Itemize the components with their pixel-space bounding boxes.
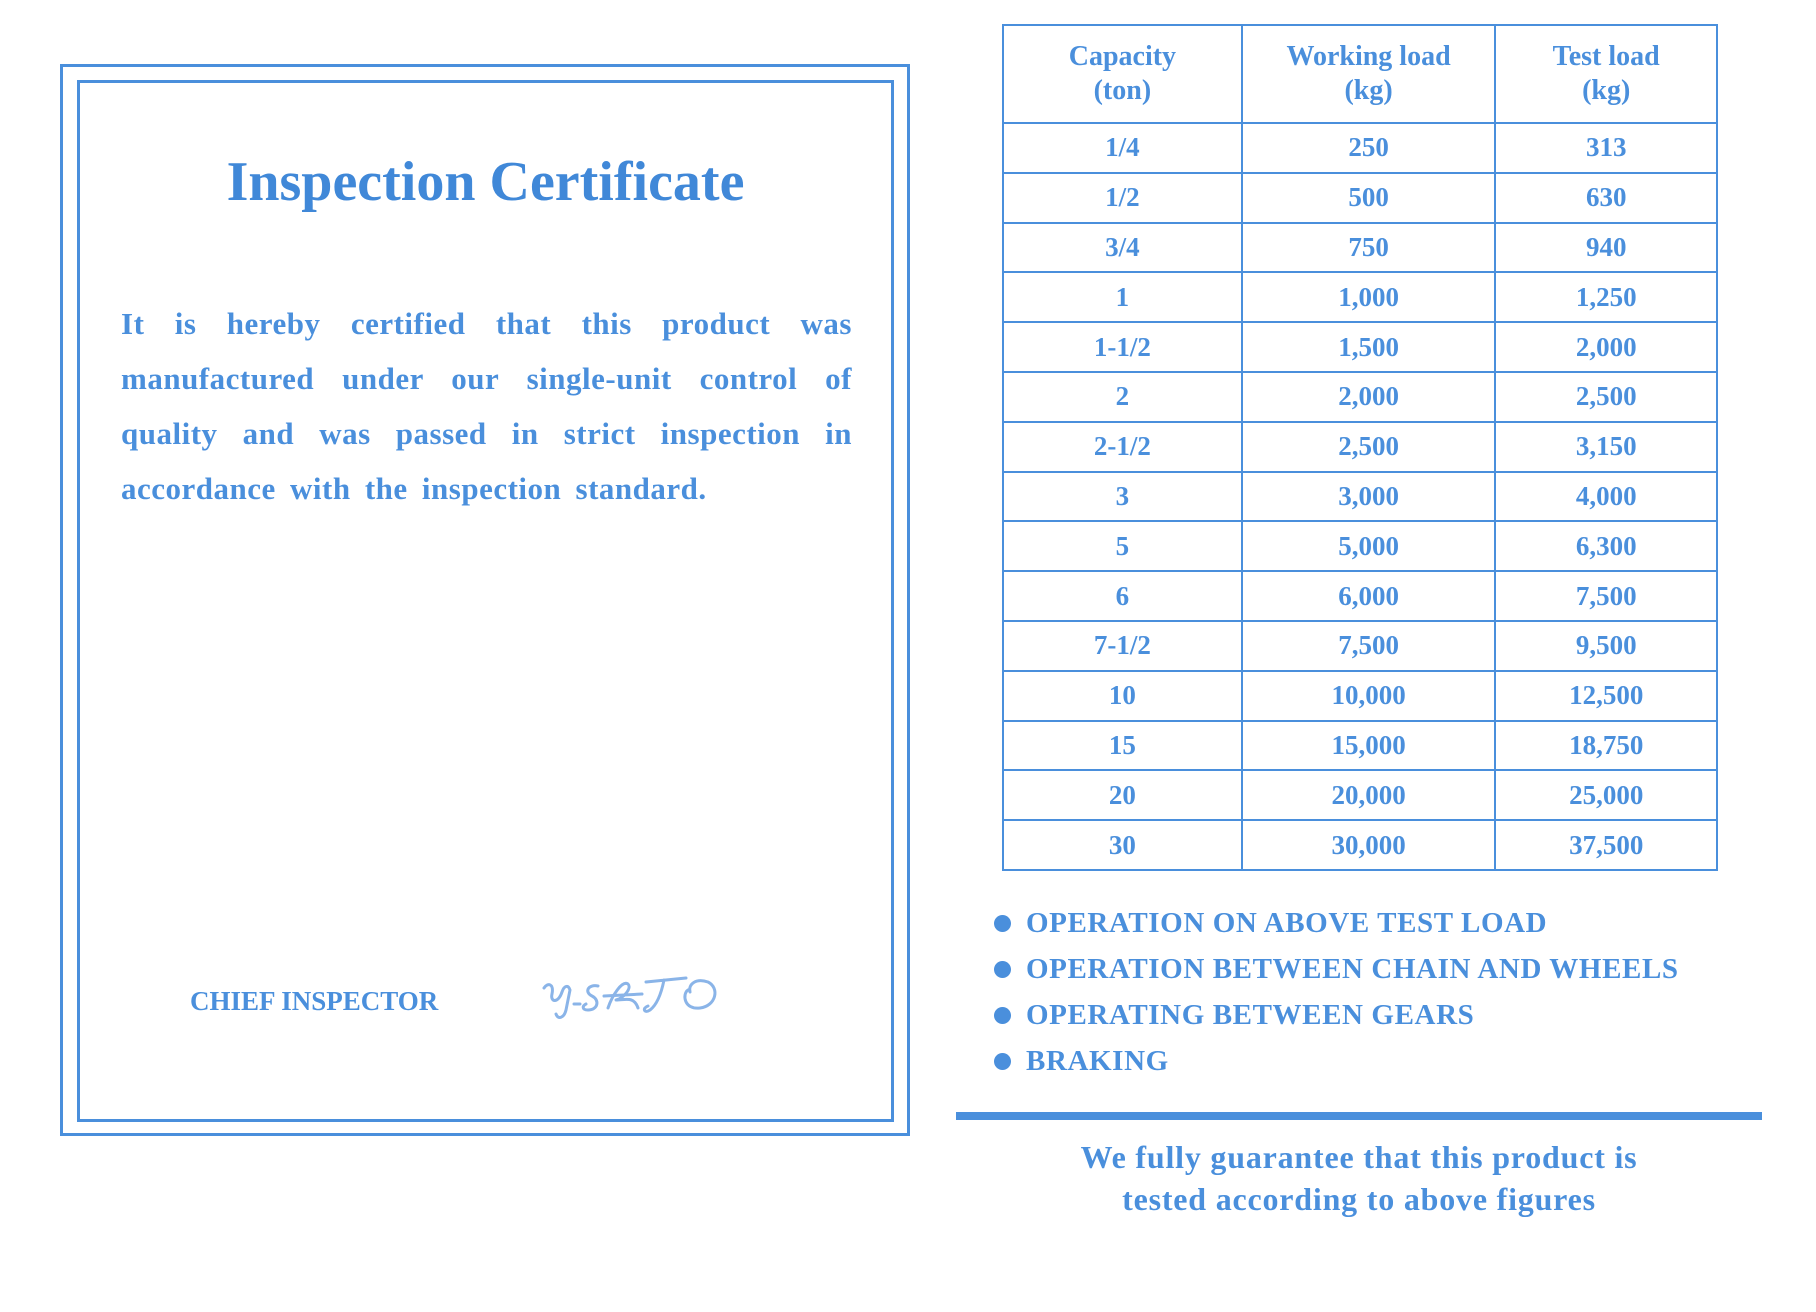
cell-capacity: 5 — [1003, 521, 1242, 571]
cell-capacity: 10 — [1003, 671, 1242, 721]
header-capacity-line1: Capacity — [1068, 41, 1177, 72]
cell-capacity: 2 — [1003, 372, 1242, 422]
cell-working-load: 2,000 — [1242, 372, 1496, 422]
header-working-load — [1242, 25, 1496, 123]
table-row — [1003, 671, 1717, 721]
cell-working-load: 1,500 — [1242, 322, 1496, 372]
cell-test-load: 313 — [1495, 123, 1717, 173]
operation-item — [994, 900, 1679, 946]
operation-label: BRAKING — [1026, 1044, 1169, 1077]
cell-working-load: 500 — [1242, 173, 1496, 223]
cell-test-load: 1,250 — [1495, 272, 1717, 322]
table-row — [1003, 820, 1717, 870]
cell-working-load: 1,000 — [1242, 272, 1496, 322]
cell-test-load: 2,500 — [1495, 372, 1717, 422]
cell-test-load: 630 — [1495, 173, 1717, 223]
operation-label: OPERATION BETWEEN CHAIN AND WHEELS — [1026, 952, 1679, 985]
cell-capacity: 3/4 — [1003, 223, 1242, 273]
cell-test-load: 6,300 — [1495, 521, 1717, 571]
cell-test-load: 12,500 — [1495, 671, 1717, 721]
cell-capacity: 3 — [1003, 472, 1242, 522]
table-row — [1003, 272, 1717, 322]
table-row — [1003, 571, 1717, 621]
table-row — [1003, 521, 1717, 571]
guarantee-line-2: tested according to above figures — [1122, 1181, 1596, 1217]
table-row — [1003, 422, 1717, 472]
cell-test-load: 2,000 — [1495, 322, 1717, 372]
header-test-load — [1495, 25, 1717, 123]
header-capacity — [1003, 25, 1242, 123]
cell-working-load: 10,000 — [1242, 671, 1496, 721]
certificate-statement: It is hereby certified that this product was manufactured under our single-unit control of quality and was passed in strict inspection in accordance with the inspection standard. — [121, 306, 852, 506]
cell-test-load: 4,000 — [1495, 472, 1717, 522]
cell-working-load: 30,000 — [1242, 820, 1496, 870]
cell-test-load: 7,500 — [1495, 571, 1717, 621]
table-row — [1003, 223, 1717, 273]
table-row — [1003, 372, 1717, 422]
table-row — [1003, 621, 1717, 671]
chief-inspector-label: CHIEF INSPECTOR — [190, 986, 439, 1016]
cell-capacity: 2-1/2 — [1003, 422, 1242, 472]
cell-working-load: 250 — [1242, 123, 1496, 173]
operation-label: OPERATION ON ABOVE TEST LOAD — [1026, 906, 1548, 939]
cell-capacity: 6 — [1003, 571, 1242, 621]
table-row — [1003, 472, 1717, 522]
cell-working-load: 3,000 — [1242, 472, 1496, 522]
bullet-icon — [994, 915, 1011, 932]
cell-capacity: 15 — [1003, 721, 1242, 771]
table-body — [1003, 123, 1717, 870]
cell-working-load: 20,000 — [1242, 770, 1496, 820]
table-row — [1003, 173, 1717, 223]
bullet-icon — [994, 961, 1011, 978]
cell-test-load: 18,750 — [1495, 721, 1717, 771]
table-row — [1003, 721, 1717, 771]
table-row — [1003, 770, 1717, 820]
cell-test-load: 37,500 — [1495, 820, 1717, 870]
cell-capacity: 7-1/2 — [1003, 621, 1242, 671]
table-row — [1003, 322, 1717, 372]
cell-working-load: 15,000 — [1242, 721, 1496, 771]
cell-capacity: 1 — [1003, 272, 1242, 322]
table-header-row — [1003, 25, 1717, 123]
bullet-icon — [994, 1007, 1011, 1024]
inspector-signature — [538, 966, 748, 1026]
load-table — [1002, 24, 1718, 871]
cell-test-load: 3,150 — [1495, 422, 1717, 472]
cell-working-load: 2,500 — [1242, 422, 1496, 472]
cell-test-load: 25,000 — [1495, 770, 1717, 820]
header-working-line2: (kg) — [1344, 75, 1393, 106]
divider-rule — [956, 1112, 1762, 1120]
cell-capacity: 1/4 — [1003, 123, 1242, 173]
header-test-line1: Test load — [1552, 41, 1660, 72]
cell-working-load: 750 — [1242, 223, 1496, 273]
operations-list — [994, 900, 1679, 1084]
operation-label: OPERATING BETWEEN GEARS — [1026, 998, 1475, 1031]
certificate-inner-frame — [77, 80, 894, 1122]
cell-working-load: 5,000 — [1242, 521, 1496, 571]
cell-working-load: 6,000 — [1242, 571, 1496, 621]
cell-capacity: 1/2 — [1003, 173, 1242, 223]
operation-item — [994, 946, 1679, 992]
guarantee-line-1: We fully guarantee that this product is — [1080, 1139, 1638, 1175]
operation-item — [994, 1038, 1679, 1084]
guarantee-statement — [956, 1136, 1762, 1220]
header-test-line2: (kg) — [1582, 75, 1631, 106]
bullet-icon — [994, 1053, 1011, 1070]
header-capacity-line2: (ton) — [1093, 75, 1152, 106]
header-working-line1: Working load — [1286, 41, 1451, 72]
cell-capacity: 20 — [1003, 770, 1242, 820]
cell-test-load: 9,500 — [1495, 621, 1717, 671]
cell-capacity: 1-1/2 — [1003, 322, 1242, 372]
table-row — [1003, 123, 1717, 173]
cell-working-load: 7,500 — [1242, 621, 1496, 671]
cell-test-load: 940 — [1495, 223, 1717, 273]
cell-capacity: 30 — [1003, 820, 1242, 870]
operation-item — [994, 992, 1679, 1038]
certificate-title: Inspection Certificate — [226, 151, 745, 213]
